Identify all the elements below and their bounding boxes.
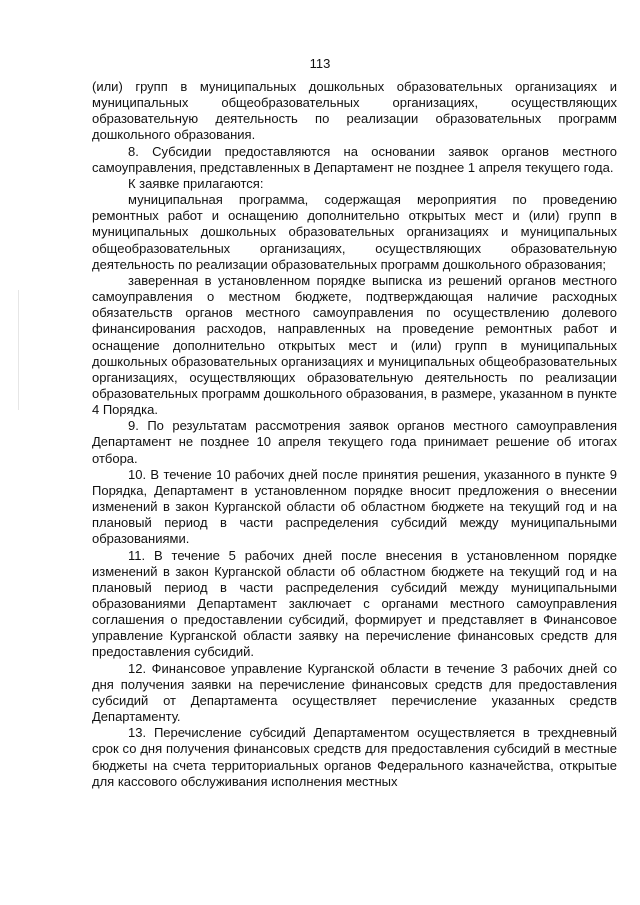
page-number: 113: [309, 56, 331, 71]
paragraph-clause-10: 10. В течение 10 рабочих дней после принятия решения, указанного в пункте 9 Порядка, Департамент в установленном порядке вносит предложения о внесении изменений в закон Курганской области об областном бюджете на текущий год и на плановый период в части распределения субсидий между муниципальными образованиями.: [92, 466, 617, 547]
scan-margin-mark: [18, 290, 19, 410]
paragraph-clause-8: 8. Субсидии предоставляются на основании заявок органов местного самоуправления, представленных в Департамент не позднее 1 апреля текущего года.: [92, 143, 617, 175]
paragraph-attachment-municipal-program: муниципальная программа, содержащая мероприятия по проведению ремонтных работ и оснащению дополнительно открытых мест и (или) групп в муниципальных дошкольных образовательных организациях и муниципальных общеобразовательных организациях, осуществляющих образовательную деятельность по реализации образовательных программ дошкольного образования;: [92, 192, 617, 272]
paragraph-continuation: (или) групп в муниципальных дошкольных образовательных организациях и муниципальных общеобразовательных организациях, осуществляющих образовательную деятельность по реализации образовательных программ дошкольного образования.: [92, 79, 617, 143]
paragraph-clause-12: 12. Финансовое управление Курганской области в течение 3 рабочих дней со дня получения заявки на перечисление финансовых средств для предоставления субсидий от Департамента осуществляет перечисление указанных средств Департаменту.: [92, 660, 617, 725]
paragraph-clause-13: 13. Перечисление субсидий Департаментом осуществляется в трехдневный срок со дня получения финансовых средств для предоставления субсидий в местные бюджеты на счета территориальных органов Федерального казначейства, открытые для кассового обслуживания исполнения местных: [92, 725, 617, 789]
paragraph-clause-9: 9. По результатам рассмотрения заявок органов местного самоуправления Департамент не позднее 10 апреля текущего года принимает решение об итогах отбора.: [92, 418, 617, 466]
paragraph-clause-11: 11. В течение 5 рабочих дней после внесения в установленном порядке изменений в закон Курганской области об областном бюджете на текущий год и на плановый период в части распределения субсидий между муниципальными образованиями Департамент заключает с органами местного самоуправления соглашения о предоставлении субсидий, формирует и представляет в Финансовое управление Курганской области заявку на перечисление финансовых средств для предоставления субсидий.: [92, 547, 617, 660]
document-body: [92, 79, 617, 790]
paragraph-attachments-intro: К заявке прилагаются:: [128, 175, 264, 191]
paragraph-attachment-budget-extract: заверенная в установленном порядке выписка из решений органов местного самоуправления о местном бюджете, подтверждающая наличие расходных обязательств органов местного самоуправления по осуществлению долевого финансирования расходов, направленных на проведение ремонтных работ и оснащение дополнительно открытых мест и (или) групп в муниципальных дошкольных образовательных организациях и муниципальных общеобразовательных организациях, осуществляющих образовательную деятельность по реализации образовательных программ дошкольного образования, в размере, указанном в пункте 4 Порядка.: [92, 272, 617, 418]
